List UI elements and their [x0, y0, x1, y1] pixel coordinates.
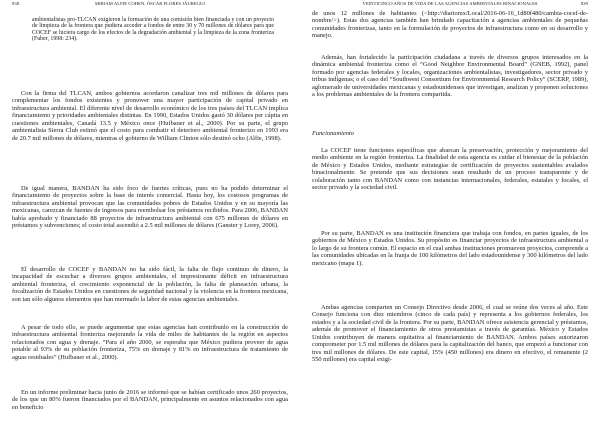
paragraph — [312, 10, 588, 40]
paragraph — [12, 266, 288, 303]
left-page-header — [12, 1, 288, 9]
paragraph-text: El desarrollo de COCEF y BANDAN no ha sido fácil, la falta de flujo continuo de dinero, la incapacidad de escuchar a diversos grupos ambientales, el impresionante déficit en infraestructura ambiental fronteriza, el crecimiento exponencial de la población, la falta de planeación urbana, la focalización de Estados Unidos en cuestiones de seguridad nacional y la violencia en la frontera mexicana, son tan sólo algunos elementos que han mermado la labor de estas agencias ambientales. — [12, 266, 288, 303]
paragraph — [312, 54, 588, 99]
paragraph-text: De igual manera, BANDAN ha sido foco de fuertes críticas, pues no ha podido determinar el financiamiento de proyectos sobre la base de interés comercial. Hasta hoy, los costosos programas de infraestructura ambiental provocan que las comunidades pobres de Estados Unidos y en su mayoría las mexicanas, carezcan de fuentes de ingresos para reembolsar los préstamos recibidos. Para 2006, BANDAN había aprobado y financiado 88 proyectos de infraestructura ambiental con 675 millones de dólares en préstamos y subvenciones; el costo total ascendió a 2.5 mil millones de dólares (Ganster y Lorey, 2006). — [12, 185, 288, 230]
paragraph-text: Con la firma del TLCAN, ambos gobiernos acordaron canalizar tres mil millones de dólares para complementar los fondos existentes y promover una mayor participación de capital privado en infraestructura ambiental. El diferente nivel de desarrollo económico de los tres países del TLCAN implica financiamiento y prioridades ambientales distintas. En 1990, Estados Unidos gastó 30 dólares per cápita en cuestiones ambientales, Canadá 13.5 y México once (Hufbauer et al., 2000). Por su parte, el grupo ambientalista Sierra Club estimó que el costo para combatir el deterioro ambiental fronterizo en 1993 era de 20.7 mil millones de dólares, mientras el gobierno de William Clinton sólo destinó ocho (Alfie, 1998). — [12, 90, 288, 142]
paragraph — [312, 230, 588, 267]
paragraph — [12, 389, 288, 411]
paragraph-text: Ambas agencias comparten un Consejo Directivo desde 2006, el cual se reúne dos veces al año. Este Consejo funciona con diez miembros (cinco de cada país) y representa a los gobiernos federales, los estados y a la sociedad civil de la frontera. Por su parte, BANDAN ofrece asistencia gerencial y préstamos, además de promover el financiamiento de otros prestamistas a través de garantías. México y Estados Unidos contribuyen de manera equitativa al financiamiento de BANDAN. Ambos países autorizaron comprometer por 1.5 mil millones de dólares para la capitalización del banco, que empezó a funcionar con tres mil millones de dólares. De este capital, 15% (450 millones) era dinero en efectivo, el remanente (2 550 millones) era capital exigi- — [312, 304, 588, 364]
paragraph — [12, 324, 288, 361]
page-number: 839 — [580, 1, 588, 6]
section-heading-container — [312, 130, 588, 137]
right-page — [300, 0, 600, 431]
running-head: VEINTICINCO AÑOS DE VIDA DE LAS AGENCIAS AMBIENTALES BINACIONALES — [362, 1, 538, 6]
paragraph — [12, 185, 288, 230]
page-number: 838 — [12, 1, 20, 6]
paragraph — [12, 90, 288, 142]
running-head: MIRIAM ALFIE COHEN, ÓSCAR FLORES JÁUREGUI — [94, 1, 205, 6]
right-page-header — [312, 1, 588, 9]
paragraph-text: A pesar de todo ello, se puede argumentar que estas agencias han contribuido en la construcción de infraestructura ambiental fronteriza mejorando la vida de miles de habitantes de la región en aspectos relacionados con agua y drenaje. “Para el año 2000, se esperaba que México pudiera proveer de agua potable al 93% de su población fronteriza, 75% en drenaje y 81% en infraestructura de tratamiento de aguas residuales” (Hufbauer et al., 2000). — [12, 324, 288, 361]
paragraph-text: En un informe preliminar hacia junio de 2016 se informó que se habían certificado unos 260 proyectos, de los que un 80% fueron financiados por el BANDAN, principalmente en asuntos relacionados con agua en beneficio — [12, 389, 288, 411]
paragraph-text: Por su parte, BANDAN es una institución financiera que trabaja con fondos, en partes iguales, de los gobiernos de México y Estados Unidos. Su propósito es financiar proyectos de infraestructura ambiental a lo largo de su frontera común. El espacio en el cual ambas instituciones promueven proyectos, comprende a las comunidades ubicadas en la franja de 100 kilómetros del lado estadounidense y 300 kilómetros del lado mexicano (mapa 1). — [312, 230, 588, 267]
paragraph-text: de unos 12 millones de habitantes (<http://diariomx/Local/2016-06-16_1d80f480/cambia-cocef-de-nombre/>). Estas dos agencias también han brindado capacitación a agencias ambientales de pequeñas comunidades fronterizas, tanto en la formulación de proyectos de infraestructura como en su desarrollo y manejo. — [312, 10, 588, 40]
paragraph-text: Además, han fortalecido la participación ciudadana a través de diversos grupos interesados en la dinámica ambiental fronteriza como el “Good Neighbor Environmental Board” (GNEB, 1992), panel formado por agencias federales y locales, organizaciones ambientalistas, investigadores, sector privado y tribus indígenas; o el caso del “Southwest Consortium for Environmental Research Policy” (SCERP, 1989), aglomerado de universidades mexicanas y estadounidenses que investigan, analizan y proponen soluciones a los problemas ambientales de la frontera compartida. — [312, 54, 588, 99]
block-quote-container — [12, 17, 288, 42]
paragraph — [312, 304, 588, 364]
block-quote: ambientalistas pro-TLCAN exigieron la formación de una comisión bien financiada y con un proyecto de limpieza de la frontera que pudiera acceder a fondos de entre 30 y 70 millones de dólares para que COCEF se hiciera cargo de los efectos de la degradación ambiental y la limpieza de la zona fronteriza (Fuber, 1998: 234). — [32, 17, 274, 43]
section-heading: Funcionamiento — [312, 130, 354, 137]
paragraph — [312, 147, 588, 192]
paragraph-text: La COCEF tiene funciones específicas que abarcan la preservación, protección y mejoramiento del medio ambiente en la región fronteriza. La finalidad de esta agencia es cuidar el bienestar de la población de México y Estados Unidos, mediante estrategias de certificación de proyectos sustentables avalados binacionalmente. Se pretende que sus decisiones sean resultado de un proceso transparente y de colaboración tanto con BANDAN como con instancias internacionales, federales, estatales y locales, el sector privado y la sociedad civil. — [312, 147, 588, 192]
